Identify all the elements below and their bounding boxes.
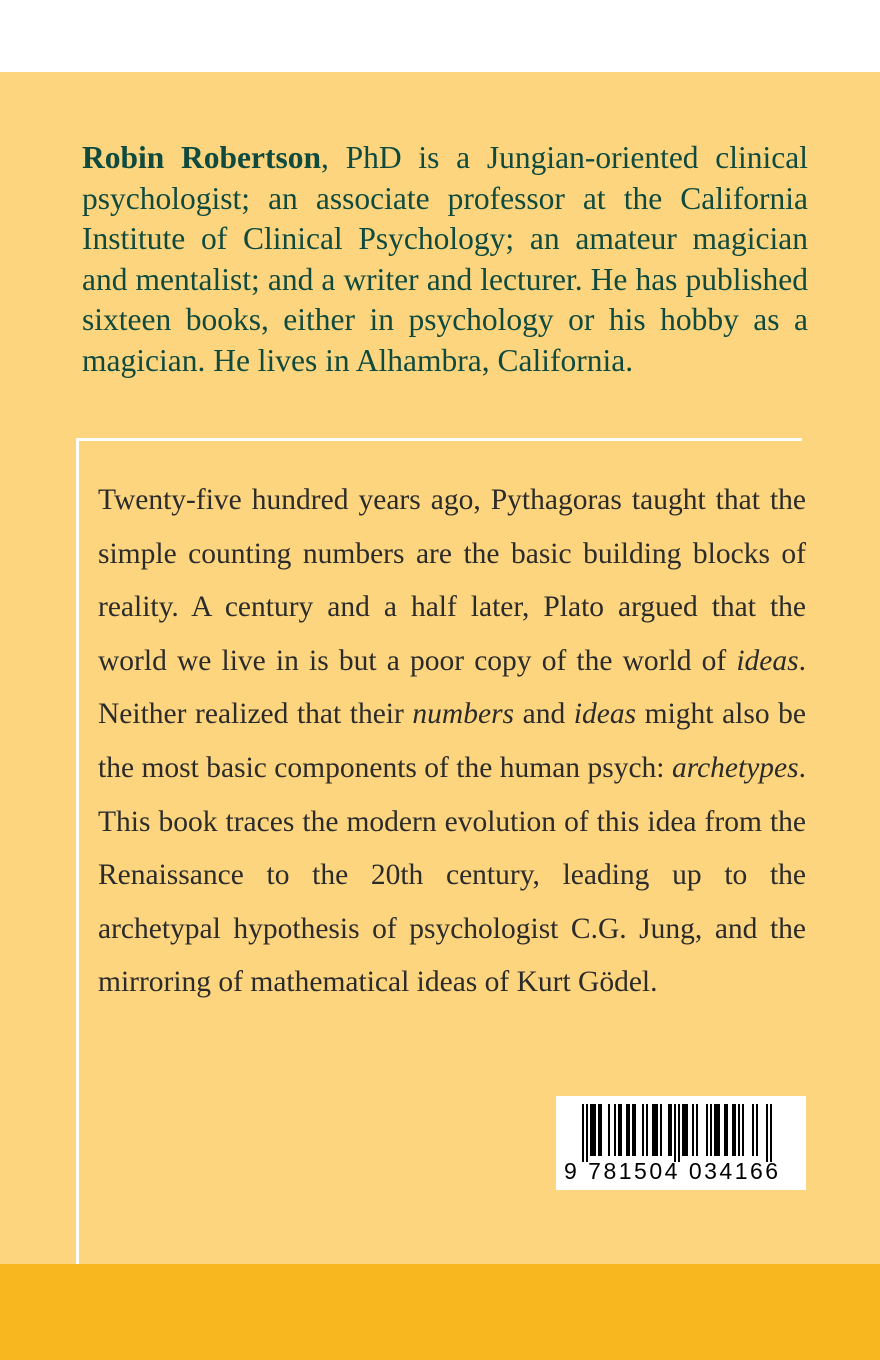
barcode-bar (618, 1104, 620, 1156)
description-italic-ideas-2: ideas (573, 698, 637, 731)
description-text-3: and (514, 698, 574, 731)
barcode-bar (682, 1104, 684, 1156)
barcode-bar (732, 1104, 734, 1156)
barcode-bar (684, 1104, 686, 1156)
barcode-bar (660, 1104, 662, 1156)
barcode-bar (678, 1104, 680, 1162)
author-name: Robin Robertson (82, 140, 322, 175)
barcode-digits: 9 781504 034166 (564, 1158, 781, 1184)
barcode-bar (600, 1104, 602, 1156)
barcode-bar (654, 1104, 656, 1156)
isbn-barcode (556, 1096, 806, 1190)
barcode-bar (710, 1104, 712, 1156)
barcode-bar (686, 1104, 688, 1156)
frame-top-border (76, 438, 802, 441)
description-text-1: Twenty-five hundred years ago, Pythagoras taught that the simple counting numbers are the basic building blocks of reality. A century and a half later, Plato argued that the world we live in is but a poor copy of the world of (98, 484, 806, 677)
barcode-bar (714, 1104, 716, 1156)
frame-left-border (76, 438, 79, 1264)
description-italic-archetypes: archetypes (671, 751, 799, 784)
barcode-bar (692, 1104, 694, 1156)
barcode-bar (734, 1104, 736, 1156)
barcode-bar (626, 1104, 628, 1156)
barcode-bar (598, 1104, 600, 1156)
description-italic-numbers: numbers (412, 698, 515, 731)
barcode-bar (620, 1104, 622, 1156)
barcode-bar (632, 1104, 634, 1156)
bottom-color-band (0, 1264, 880, 1360)
barcode-bar (766, 1104, 768, 1162)
barcode-bar (718, 1104, 720, 1156)
barcode-bar (724, 1104, 726, 1156)
barcode-bar (726, 1104, 728, 1156)
book-description (98, 474, 806, 1010)
barcode-bar (706, 1104, 708, 1156)
description-text-4: might also be the most basic components of the human psych: (98, 698, 807, 784)
barcode-bar (590, 1104, 592, 1156)
description-text-2: . Neither realized that their (98, 644, 806, 731)
barcode-bar (628, 1104, 630, 1156)
barcode-bar (586, 1104, 588, 1162)
barcode-bar (634, 1104, 636, 1156)
barcode-bar (592, 1104, 594, 1156)
barcode-bar (608, 1104, 610, 1156)
barcode-bar (582, 1104, 584, 1162)
barcode-bar (674, 1104, 676, 1162)
barcode-bar (646, 1104, 648, 1156)
barcode-bar (770, 1104, 772, 1162)
barcode-bar (742, 1104, 744, 1156)
barcode-bar (652, 1104, 654, 1156)
barcode-bar (642, 1104, 644, 1156)
barcode-bar (670, 1104, 672, 1156)
barcode-bar (752, 1104, 754, 1156)
barcode-bar (668, 1104, 670, 1156)
barcode-bar (756, 1104, 758, 1156)
barcode-bar (716, 1104, 718, 1156)
barcode-bar (656, 1104, 658, 1156)
barcode-bar (696, 1104, 698, 1156)
author-bio-text: , PhD is a Jungian-oriented clinical psychologist; an associate professor at the California Institute of Clinical Psychology; an amateur magician and mentalist; and a writer and lecturer. He has published sixteen books, either in psychology or his hobby as a magician. He lives in Alhambra, California. (82, 140, 808, 378)
barcode-bar (614, 1104, 616, 1156)
barcode-bar (738, 1104, 740, 1156)
description-italic-ideas: ideas (736, 644, 799, 677)
description-text-5: . This book traces the modern evolution of this idea from the Renaissance to the 20th century, leading up to the archetypal hypothesis of psychologist C.G. Jung, and the mirroring of mathematical ideas of Kurt Gödel. (98, 751, 806, 999)
barcode-bar (594, 1104, 596, 1156)
author-bio (82, 138, 808, 381)
